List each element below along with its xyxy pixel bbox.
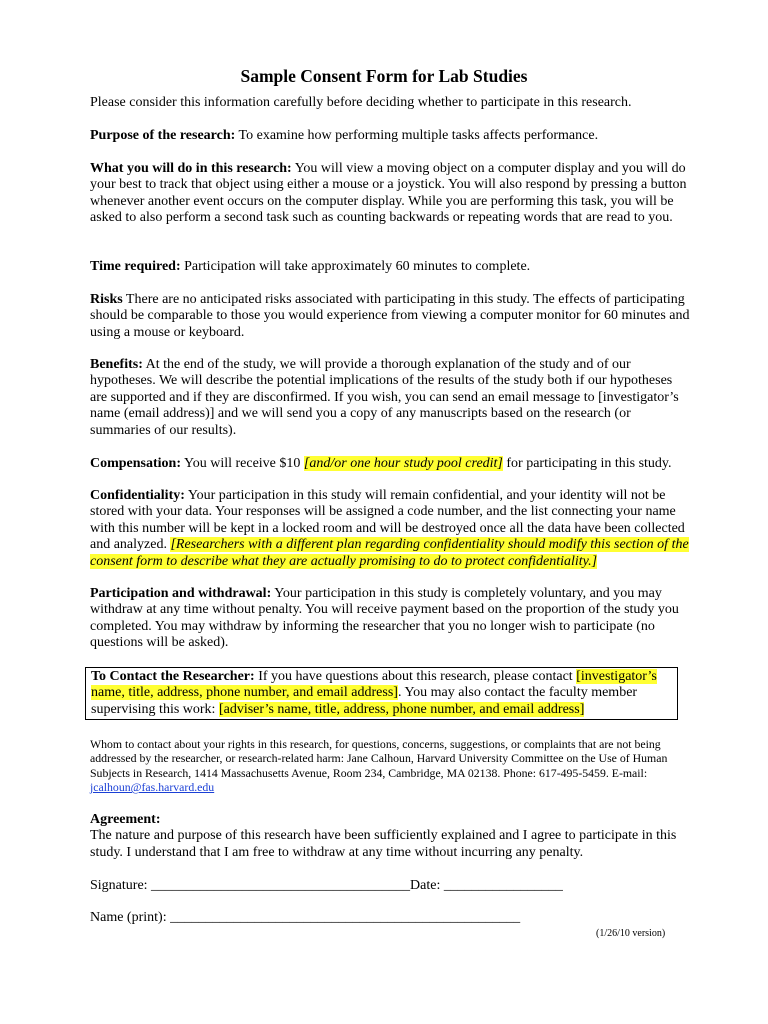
confidentiality-label: Confidentiality: — [90, 488, 185, 503]
version-label: (1/26/10 version) — [596, 928, 666, 939]
benefits-text: At the end of the study, we will provide a thorough explanation of the study and of our hypotheses. We will describe the potential implications of the results of the study both if our hypotheses are supported and if they are disconfirmed. If you wish, you can send an email message to [investigator’s name (email address)] and we will send you a copy of any manuscripts based on the research (or summaries of our results). — [90, 357, 679, 438]
contact-text-middle: . You may also contact the faculty member supervising this work: — [91, 685, 638, 717]
what-label: What you will do in this research: — [90, 161, 292, 176]
compensation-text: You will receive $10 — [181, 456, 304, 471]
time-section — [90, 259, 690, 275]
what-section — [90, 161, 690, 227]
page-title: Sample Consent Form for Lab Studies — [240, 66, 528, 86]
rights-contact-paragraph — [90, 737, 690, 795]
confidentiality-highlight: [Researchers with a different plan regarding confidentiality should modify this section of the consent form to describe what they are actually promising to do to protect confidentiality.] — [90, 537, 689, 569]
compensation-label: Compensation: — [90, 456, 182, 471]
risks-section — [90, 292, 690, 341]
agreement-section — [90, 812, 690, 861]
investigator-info-highlight: [investigator’s name, title, address, phone number, and email address] — [91, 669, 657, 701]
compensation-text-after: for participating in this study. — [502, 456, 672, 471]
participation-section — [90, 586, 690, 652]
what-text: You will view a moving object on a computer display and you will do your best to track that object using either a mouse or a joystick. You will also respond by pressing a button whenever another event occurs on the computer display. While you are performing this task, you will be asked to also perform a second task such as counting backwards or repeating words that are read to you. — [90, 161, 687, 226]
purpose-label: Purpose of the research: — [90, 128, 236, 143]
rights-text: Whom to contact about your rights in this research, for questions, concerns, suggestions, or complaints that are not being addressed by the researcher, or research-related harm: Jane Calhoun, Harvard University Committee on the Use of Human Subjects in Research, 1414 Massachusetts Avenue, Room 234, Cambridge, MA 02138. Phone: 617-495-5459. E-mail: — [90, 737, 668, 780]
compensation-highlight: [and/or one hour study pool credit] — [303, 456, 503, 471]
contact-label: To Contact the Researcher: — [91, 669, 255, 684]
purpose-text: To examine how performing multiple tasks affects performance. — [235, 128, 599, 143]
risks-label: Risks — [90, 292, 123, 307]
participation-text: Your participation in this study is completely voluntary, and you may withdraw at any time without penalty. You will receive payment based on the proportion of the study you completed. You may withdraw by informing the researcher that you no longer wish to participate (no questions will be asked). — [90, 586, 679, 651]
risks-text: There are no anticipated risks associated with participating in this study. The effects of participating should be comparable to those you would experience from viewing a computer monitor for 60 minutes and using a mouse or keyboard. — [90, 292, 690, 340]
participation-label: Participation and withdrawal: — [90, 586, 272, 601]
agreement-label: Agreement: — [90, 812, 161, 827]
contact-text: If you have questions about this research, please contact — [254, 669, 577, 684]
contact-researcher-box — [85, 667, 678, 720]
purpose-section — [90, 128, 690, 144]
signature-date-line[interactable]: Signature: _____________________________________Date: _________________ — [90, 878, 563, 893]
benefits-label: Benefits: — [90, 357, 143, 372]
benefits-section — [90, 357, 690, 439]
time-label: Time required: — [90, 259, 181, 274]
contact-email-link[interactable]: jcalhoun@fas.harvard.edu — [90, 780, 215, 795]
name-print-line[interactable]: Name (print): __________________________________________________ — [90, 910, 521, 925]
agreement-text: The nature and purpose of this research have been sufficiently explained and I agree to participate in this study. I understand that I am free to withdraw at any time without incurring any penalty. — [90, 828, 677, 860]
compensation-section — [90, 456, 690, 472]
confidentiality-section — [90, 488, 690, 570]
intro-paragraph: Please consider this information carefully before deciding whether to participate in this research. — [90, 95, 632, 110]
time-text: Participation will take approximately 60 minutes to complete. — [180, 259, 531, 274]
confidentiality-text: Your participation in this study will remain confidential, and your identity will not be stored with your data. Your responses will be assigned a code number, and the list connecting your name with this number will be kept in a locked room and will be destroyed once all the data have been collected and analyzed. — [90, 488, 685, 553]
adviser-info-highlight: [adviser’s name, title, address, phone number, and email address] — [218, 701, 585, 717]
